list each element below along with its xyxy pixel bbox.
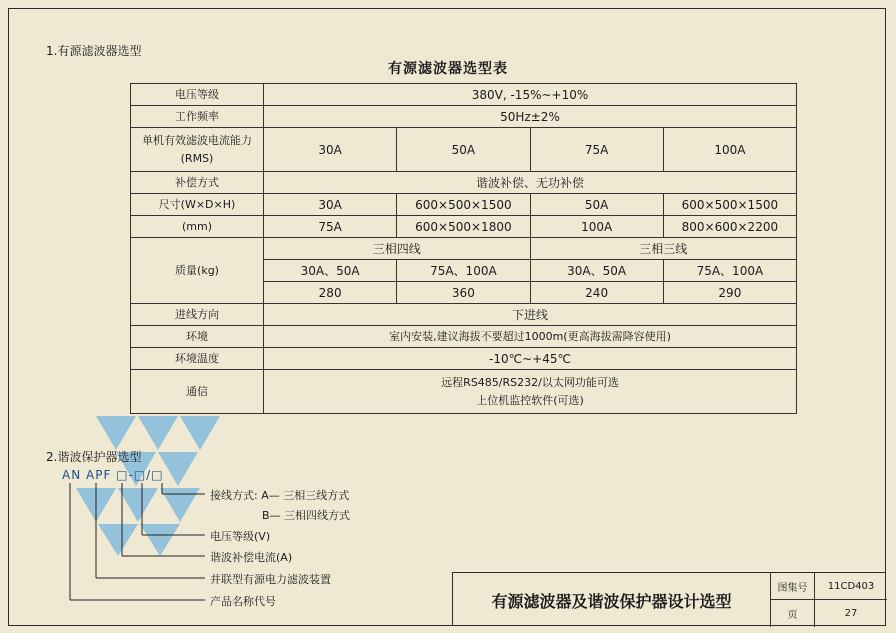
cell: 380V, -15%~+10% bbox=[264, 84, 797, 106]
cell: 75A、100A bbox=[663, 260, 796, 282]
drawing-title: 有源滤波器及谐波保护器设计选型 bbox=[453, 573, 771, 627]
cell: 600×500×1800 bbox=[397, 216, 530, 238]
table-title: 有源滤波器选型表 bbox=[388, 61, 508, 77]
cell-line: 远程RS485/RS232/以太网功能可选 bbox=[441, 375, 619, 389]
row-label: 质量(kg) bbox=[131, 238, 264, 304]
row-label: 通信 bbox=[131, 370, 264, 414]
legend-device: 并联型有源电力滤波装置 bbox=[210, 573, 331, 586]
cell: 75A bbox=[530, 128, 663, 172]
row-label: 环境温度 bbox=[131, 348, 264, 370]
cell: 30A bbox=[264, 194, 397, 216]
cell: -10℃~+45℃ bbox=[264, 348, 797, 370]
legend-current: 谐波补偿电流(A) bbox=[210, 551, 293, 564]
cell: 50Hz±2% bbox=[264, 106, 797, 128]
label-line: (RMS) bbox=[180, 151, 214, 165]
cell: 30A bbox=[264, 128, 397, 172]
cell: 800×600×2200 bbox=[663, 216, 796, 238]
cell: 50A bbox=[530, 194, 663, 216]
cell: 360 bbox=[397, 282, 530, 304]
row-label: 补偿方式 bbox=[131, 172, 264, 194]
legend-product: 产品名称代号 bbox=[210, 595, 276, 608]
row-label: 环境 bbox=[131, 326, 264, 348]
cell: 30A、50A bbox=[530, 260, 663, 282]
title-block bbox=[452, 572, 886, 626]
cell: 280 bbox=[264, 282, 397, 304]
row-label: (mm) bbox=[131, 216, 264, 238]
row-label: 尺寸(W×D×H) bbox=[131, 194, 264, 216]
cell: 谐波补偿、无功补偿 bbox=[264, 172, 797, 194]
cell: 100A bbox=[530, 216, 663, 238]
row-label: 进线方向 bbox=[131, 304, 264, 326]
page-label: 页 bbox=[771, 600, 815, 627]
legend-voltage: 电压等级(V) bbox=[210, 530, 271, 543]
cell: 240 bbox=[530, 282, 663, 304]
cell: 三相三线 bbox=[530, 238, 797, 260]
cell: 600×500×1500 bbox=[397, 194, 530, 216]
cell: 三相四线 bbox=[264, 238, 531, 260]
cell: 50A bbox=[397, 128, 530, 172]
section1-title: 1.有源滤波器选型 bbox=[46, 44, 142, 58]
row-label: 工作频率 bbox=[131, 106, 264, 128]
atlas-label: 图集号 bbox=[771, 573, 815, 600]
cell: 室内安装,建议海拔不要超过1000m(更高海拔需降容使用) bbox=[264, 326, 797, 348]
model-code: AN APF □-□/□ bbox=[62, 468, 164, 482]
atlas-number: 11CD403 bbox=[815, 573, 887, 600]
legend-wiring: 接线方式: A— 三相三线方式 bbox=[210, 489, 350, 502]
cell: 75A、100A bbox=[397, 260, 530, 282]
page-number: 27 bbox=[844, 608, 858, 619]
label-line: 单机有效滤波电流能力 bbox=[142, 133, 252, 147]
row-label: 电压等级 bbox=[131, 84, 264, 106]
cell: 100A bbox=[663, 128, 796, 172]
cell-line: 上位机监控软件(可选) bbox=[476, 393, 584, 407]
cell: 600×500×1500 bbox=[663, 194, 796, 216]
cell: 290 bbox=[663, 282, 796, 304]
cell: 30A、50A bbox=[264, 260, 397, 282]
cell: 75A bbox=[264, 216, 397, 238]
legend-wiring-b: B— 三相四线方式 bbox=[262, 509, 351, 522]
section2-title: 2.谐波保护器选型 bbox=[46, 450, 142, 464]
cell: 下进线 bbox=[264, 304, 797, 326]
